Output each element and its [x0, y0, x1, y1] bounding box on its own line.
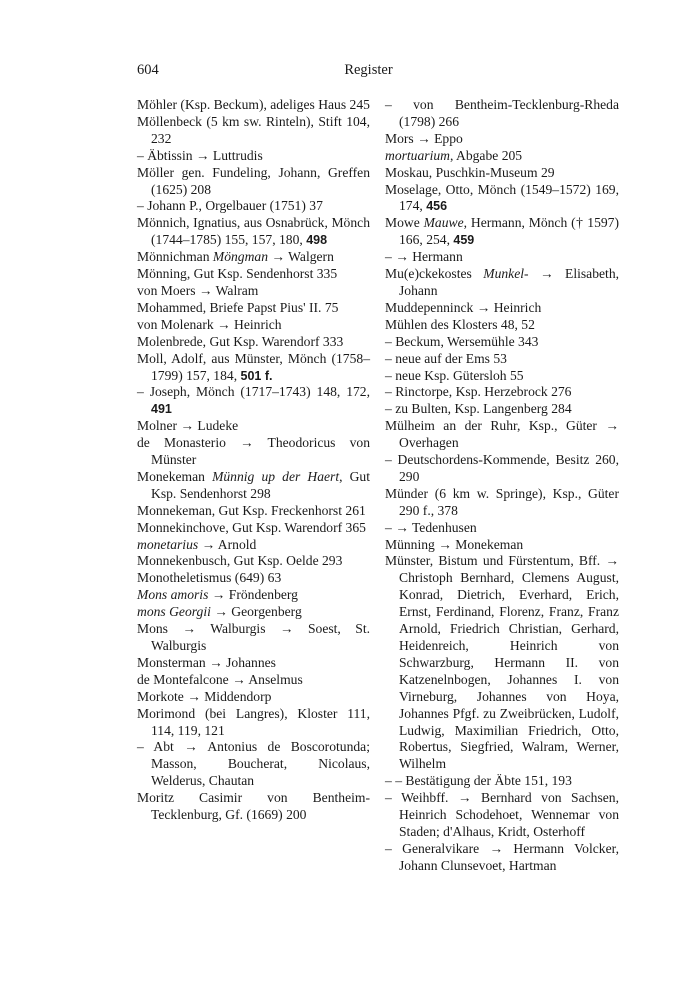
index-entry: Mönnichman Möngman → Walgern — [137, 249, 334, 265]
index-entry: Mowe Mauwe, Hermann, Mönch († 1597) 166, 254, 459 — [385, 215, 619, 248]
index-entry: Muddepenninck → Heinrich — [385, 299, 542, 315]
index-entry: – Weihbff. → Bernhard von Sachsen, Heinrich Schodehoet, Wennemar von Staden; d'Alhaus, Kridt, Osterhoff — [385, 790, 619, 839]
index-entry: Mons → Walburgis → Soest, St. Walburgis — [137, 621, 370, 653]
index-entry: Münning → Monekeman — [385, 536, 524, 552]
page-header — [137, 62, 600, 82]
index-entry: Monekeman Münnig up der Haert, Gut Ksp. Sendenhorst 298 — [137, 468, 370, 501]
index-entry: Moll, Adolf, aus Münster, Mönch (1758–1799) 157, 184, 501 f. — [137, 350, 370, 383]
running-title: Register — [344, 62, 393, 78]
index-entry: Mülheim an der Ruhr, Ksp., Güter → Overhagen — [385, 418, 619, 451]
index-entry: mons Georgii → Georgenberg — [137, 604, 302, 620]
index-entry: mortuarium, Abgabe 205 — [385, 147, 523, 163]
index-entry: de Montefalcone → Anselmus — [137, 671, 303, 687]
index-entry: – neue Ksp. Gütersloh 55 — [385, 367, 524, 383]
index-entry: – Beckum, Wersemühle 343 — [385, 333, 539, 349]
index-entry: – Rinctorpe, Ksp. Herzebrock 276 — [385, 384, 572, 400]
index-entry: – Joseph, Mönch (1717–1743) 148, 172, 491 — [137, 384, 370, 417]
index-entry: Möhler (Ksp. Beckum), adeliges Haus 245 — [137, 97, 370, 112]
index-entry: – – Bestätigung der Äbte 151, 193 — [385, 773, 572, 789]
index-entry: Molner → Ludeke — [137, 418, 239, 434]
index-entry: – Generalvikare → Hermann Volcker, Johann Clunsevoet, Hartman — [385, 840, 619, 873]
index-entry: Monnekenbusch, Gut Ksp. Oelde 293 — [137, 553, 343, 569]
index-entry: Mors → Eppo — [385, 130, 463, 146]
index-entry: Mons amoris → Fröndenberg — [137, 587, 298, 603]
index-entry: Mönning, Gut Ksp. Sendenhorst 335 — [137, 266, 338, 282]
index-entry: – Johann P., Orgelbauer (1751) 37 — [137, 198, 323, 214]
index-column-right — [385, 97, 619, 875]
index-entry: – Abt → Antonius de Boscorotunda; Masson, Boucherat, Nicolaus, Welderus, Chautan — [137, 739, 370, 789]
index-entry: Münster, Bistum und Fürstentum, Bff. → Christoph Bernhard, Clemens August, Konrad, Dietrich, Everhard, Erich, Ernst, Ferdinand, Florenz, Franz, Franz Arnold, Friedrich Christian, Gerhard, Heidenreich, Heinrich von Schwarzburg, Hermann II. von Katzenelnbogen, Johannes I. von Virneburg, Johannes von Hoya, Johannes Pfgf. zu Zweibrücken, Ludolf, Ludwig, Maximilian Friedrich, Otto, Robertus, Siegfried, Walram, Werner, Wilhelm — [385, 553, 619, 772]
page-number: 604 — [137, 62, 159, 78]
index-entry: Molenbrede, Gut Ksp. Warendorf 333 — [137, 333, 344, 349]
index-entry: Moselage, Otto, Mönch (1549–1572) 169, 174, 456 — [385, 181, 619, 214]
index-entry: von Molenark → Heinrich — [137, 316, 282, 332]
index-entry: Mühlen des Klosters 48, 52 — [385, 316, 535, 332]
index-entry: Moskau, Puschkin-Museum 29 — [385, 164, 555, 180]
index-entry: Monotheletismus (649) 63 — [137, 570, 282, 586]
index-entry: – → Tedenhusen — [385, 519, 477, 535]
index-entry: Monnekeman, Gut Ksp. Freckenhorst 261 — [137, 502, 366, 518]
index-entry: Mohammed, Briefe Papst Pius' II. 75 — [137, 299, 339, 315]
index-entry: – von Bentheim-Tecklenburg-Rheda (1798) 266 — [385, 97, 619, 129]
index-entry: – neue auf der Ems 53 — [385, 350, 507, 366]
index-entry: Mu(e)ckekostes Munkel- → Elisabeth, Johann — [385, 266, 620, 298]
index-entry: de Monasterio → Theodoricus von Münster — [137, 435, 370, 468]
index-entry: monetarius → Arnold — [137, 536, 257, 552]
index-entry: Morimond (bei Langres), Kloster 111, 114, 119, 121 — [137, 705, 370, 738]
index-entry: von Moers → Walram — [137, 282, 259, 298]
index-entry: – Deutschordens-Kommende, Besitz 260, 290 — [385, 452, 619, 484]
index-column-left — [137, 97, 370, 824]
index-entry: – zu Bulten, Ksp. Langenberg 284 — [385, 401, 572, 417]
index-entry: – → Hermann — [385, 249, 463, 265]
index-entry: Münder (6 km w. Springe), Ksp., Güter 290 f., 378 — [385, 485, 619, 518]
index-entry: Morkote → Middendorp — [137, 688, 272, 704]
index-entry: Mönnich, Ignatius, aus Osnabrück, Mönch (1744–1785) 155, 157, 180, 498 — [137, 215, 370, 248]
index-entry: Möller gen. Fundeling, Johann, Greffen (1625) 208 — [137, 164, 370, 197]
index-entry: Moritz Casimir von Bentheim-Tecklenburg, Gf. (1669) 200 — [137, 790, 370, 823]
index-entry: Monsterman → Johannes — [137, 654, 276, 670]
index-entry: Möllenbeck (5 km sw. Rinteln), Stift 104, 232 — [137, 113, 370, 146]
index-entry: Monnekinchove, Gut Ksp. Warendorf 365 — [137, 519, 366, 535]
index-entry: – Äbtissin → Luttrudis — [137, 147, 263, 163]
